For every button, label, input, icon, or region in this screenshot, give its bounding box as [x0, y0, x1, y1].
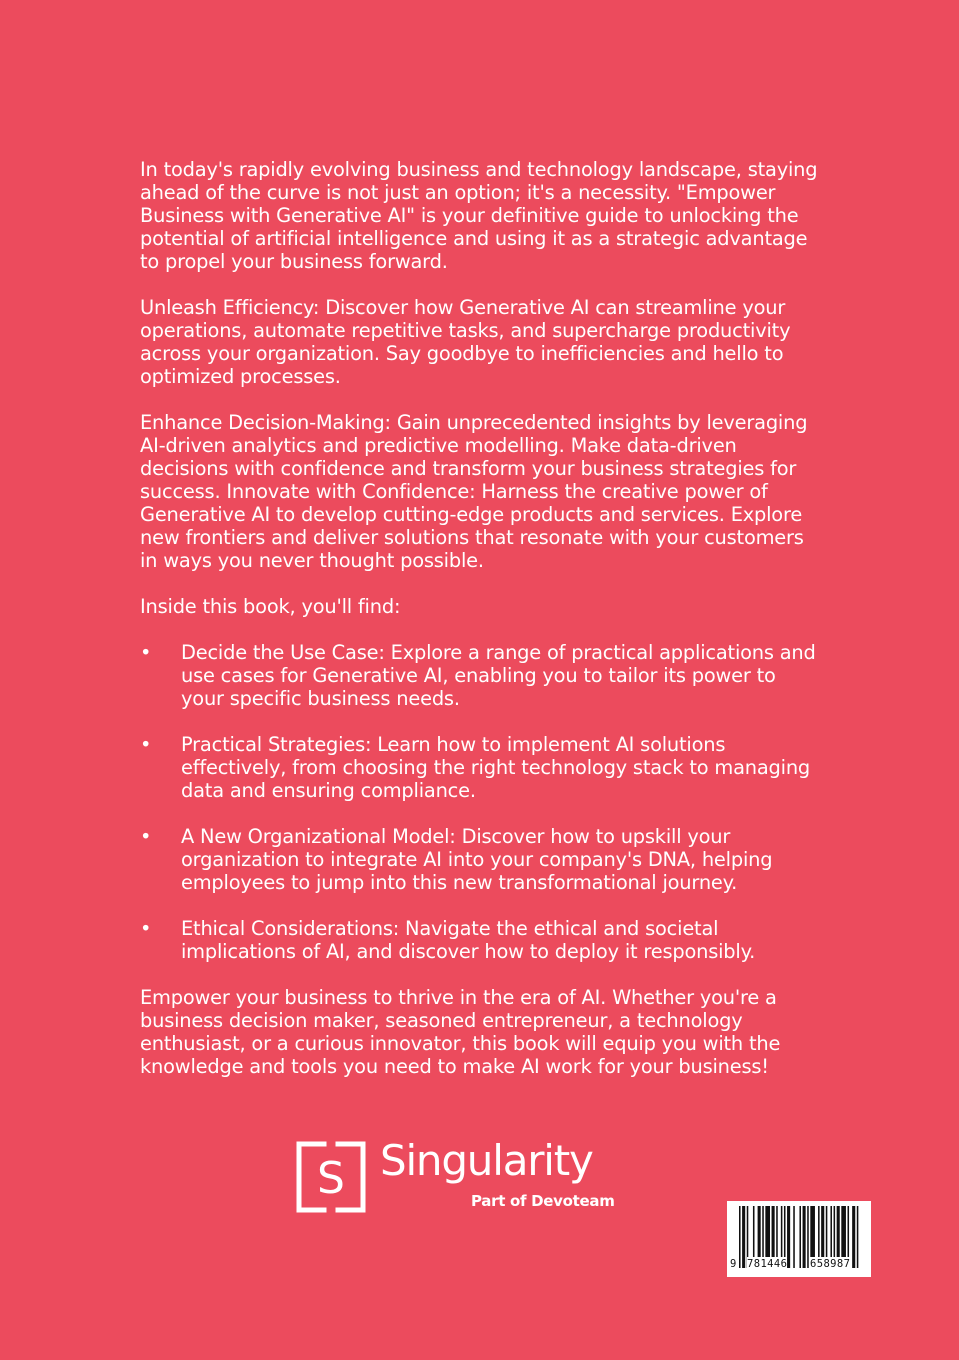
- inside-book-heading: Inside this book, you'll find:: [140, 595, 401, 618]
- closing-paragraph: Empower your business to thrive in the era of AI. Whether you're a business decision maker, seasoned entrepreneur, a technology enthusiast, or a curious innovator, this book will equip you with the knowledge and tools you need to make AI work for your business!: [140, 986, 781, 1078]
- singularity-logo-icon: [296, 1141, 366, 1213]
- list-item-text: Practical Strategies: Learn how to implement AI solutions effectively, from choosing the right technology stack to managing data and ensuring compliance.: [181, 733, 811, 802]
- barcode-left-digits: 781446: [747, 1258, 788, 1270]
- list-item: [140, 733, 820, 802]
- bullet-icon: •: [140, 641, 152, 664]
- list-item: [140, 825, 820, 894]
- bullet-icon: •: [140, 733, 152, 756]
- list-item-text: Decide the Use Case: Explore a range of practical applications and use cases for Generative AI, enabling you to tailor its power to your specific business needs.: [181, 641, 816, 710]
- decision-making-text: Enhance Decision-Making: Gain unprecedented insights by leveraging AI-driven analytics and predictive modelling. Make data-driven decisions with confidence and transform your business strategies for success.: [140, 411, 808, 503]
- publisher-subtitle: Part of Devoteam: [471, 1192, 615, 1210]
- list-item: [140, 917, 820, 963]
- feature-list: [140, 641, 820, 963]
- decision-making-paragraph: [140, 411, 820, 572]
- publisher-name: Singularity: [380, 1136, 593, 1185]
- publisher-logo: [296, 1136, 616, 1216]
- list-item-text: A New Organizational Model: Discover how to upskill your organization to integrate AI into your company's DNA, helping employees to jump into this new transformational journey.: [181, 825, 773, 894]
- barcode-right-digits: 658987: [810, 1258, 851, 1270]
- logo-mark-letter: S: [317, 1153, 345, 1204]
- list-item: [140, 641, 820, 710]
- innovate-text: Innovate with Confidence: Harness the creative power of Generative AI to develop cutting-edge products and services. Explore new frontiers and deliver solutions that resonate with your customers in ways you never thought possible.: [140, 480, 804, 572]
- bullet-icon: •: [140, 825, 152, 848]
- bullet-icon: •: [140, 917, 152, 940]
- intro-paragraph: In today's rapidly evolving business and technology landscape, staying ahead of the curve is not just an option; it's a necessity. "Empower Business with Generative AI" is your definitive guide to unlocking the potential of artificial intelligence and using it as a strategic advantage to propel your business forward.: [140, 158, 818, 273]
- barcode-first-digit: 9: [730, 1258, 737, 1270]
- isbn-barcode: [727, 1201, 871, 1277]
- back-cover-text: [140, 158, 820, 1101]
- efficiency-paragraph: Unleash Efficiency: Discover how Generative AI can streamline your operations, automate repetitive tasks, and supercharge productivity across your organization. Say goodbye to inefficiencies and hello to optimized processes.: [140, 296, 791, 388]
- list-item-text: Ethical Considerations: Navigate the ethical and societal implications of AI, and discover how to deploy it responsibly.: [181, 917, 756, 963]
